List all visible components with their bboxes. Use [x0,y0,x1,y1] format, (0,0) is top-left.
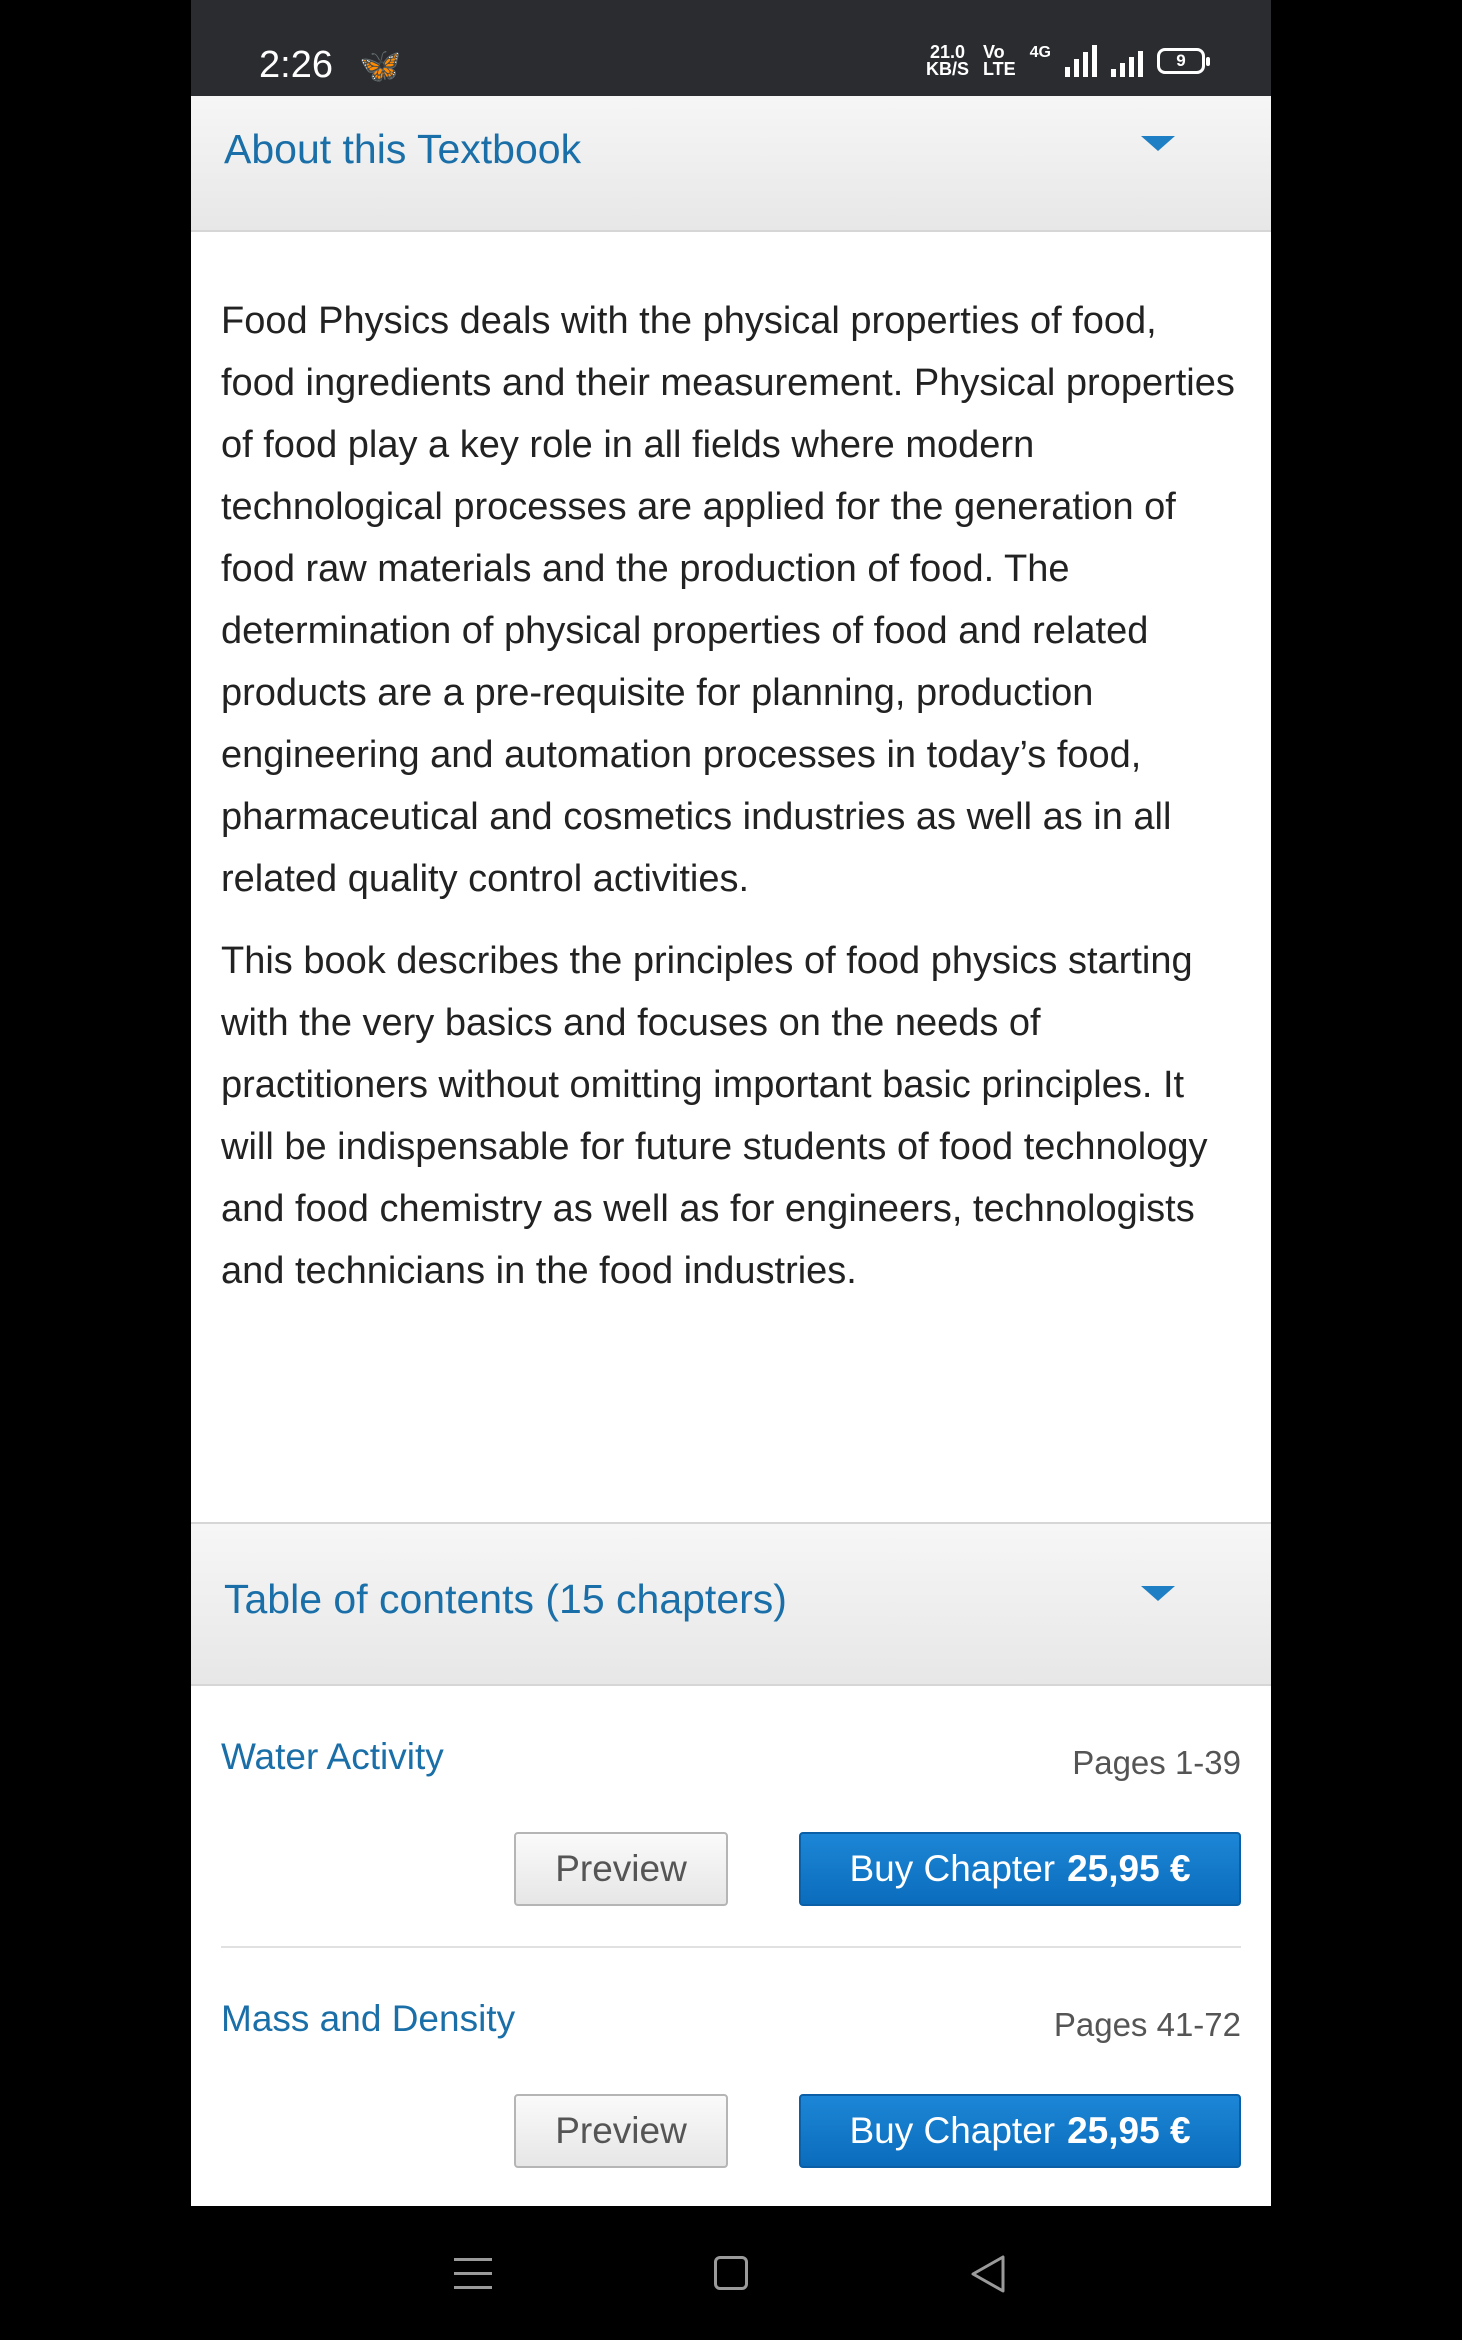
battery-icon [1157,48,1205,74]
chapter-item [221,1686,1241,1948]
about-title[interactable]: About this Textbook [224,126,582,172]
network-speed [926,44,969,78]
network-speed-value: 21.0 [929,42,965,62]
signal-icon-2 [1111,45,1143,77]
buy-chapter-button[interactable] [799,2094,1241,2168]
chevron-down-icon[interactable] [1141,1586,1175,1601]
toc-accordion-header[interactable] [191,1522,1271,1686]
battery-level: 9 [1176,51,1186,70]
preview-button[interactable]: Preview [514,2094,728,2168]
chapter-pages: Pages 1-39 [1072,1744,1241,1781]
chapter-title-link[interactable]: Water Activity [221,1736,444,1777]
about-paragraph: This book describes the principles of food physics starting with the very basics and focuses on the needs of practitioners without omitting important basic principles. It will be indispensable for future students of food technology and food chemistry as well as for engineers, technologists and technicians in the food industries. [221,940,1208,1292]
chevron-down-icon[interactable] [1141,136,1175,151]
volte-top: Vo [982,42,1005,62]
about-paragraph: Food Physics deals with the physical properties of food, food ingredients and their measurement. Physical properties of food play a key role in all fields where modern technological processes are applied for the generation of food raw materials and the production of food. The determination of physical properties of food and related products are a pre-requisite for planning, production engineering and automation processes in today’s food, pharmaceutical and cosmetics industries as well as in all related quality control activities. [221,300,1235,900]
buy-chapter-label: Buy Chapter [849,1848,1056,1889]
butterfly-icon: 🦋 [359,47,402,85]
volte-indicator [983,44,1016,78]
status-indicators [926,44,1205,78]
network-type: 4G [1029,44,1051,61]
about-body [191,232,1271,1522]
chapter-title-link[interactable]: Mass and Density [221,1998,516,2039]
navigation-bar [0,2206,1462,2340]
home-icon[interactable] [714,2256,748,2290]
chapter-price: 25,95 € [1067,1848,1191,1889]
status-bar [191,0,1271,96]
volte-bottom: LTE [982,59,1016,79]
toc-title[interactable]: Table of contents (15 chapters) [224,1576,787,1622]
chapter-pages: Pages 41-72 [1053,2006,1241,2043]
buy-chapter-label: Buy Chapter [849,2110,1056,2151]
network-speed-unit: KB/S [925,59,969,79]
menu-icon[interactable] [454,2258,492,2300]
buy-chapter-button[interactable] [799,1832,1241,1906]
about-accordion-header[interactable] [191,96,1271,232]
signal-icon [1065,45,1097,77]
status-time: 2:26 [259,44,333,86]
preview-button[interactable]: Preview [514,1832,728,1906]
chapter-item [221,1948,1241,2206]
page-content [191,96,1271,2206]
chapter-price: 25,95 € [1067,2110,1191,2151]
